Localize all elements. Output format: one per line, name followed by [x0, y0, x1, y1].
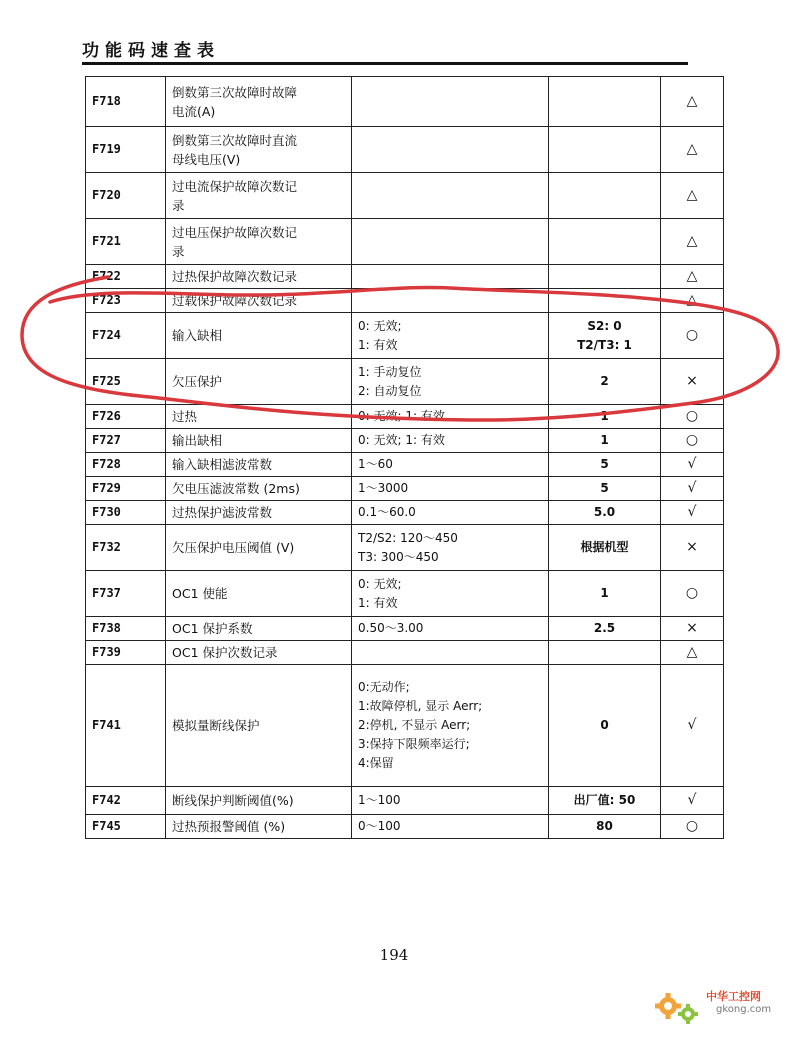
- table-row: [86, 641, 724, 665]
- page-number: 194: [379, 946, 409, 964]
- function-code-cell: F722: [86, 265, 166, 289]
- table-row: [86, 815, 724, 839]
- gear-icon: [650, 984, 706, 1030]
- watermark-logo: [650, 984, 780, 1030]
- default-value-cell-line: 80: [596, 819, 613, 833]
- table-row: [86, 453, 724, 477]
- default-value-cell-line: 1: [600, 586, 609, 600]
- table-row: [86, 173, 724, 219]
- table-row: [86, 617, 724, 641]
- table-row: [86, 265, 724, 289]
- function-name-cell-line: OC1 保护系数: [172, 621, 253, 636]
- modification-mark-cell: △: [661, 265, 724, 289]
- default-value-cell: [549, 313, 661, 359]
- default-value-cell: [549, 405, 661, 429]
- function-name-cell-line: 倒数第三次故障时直流: [172, 132, 298, 148]
- modification-mark-cell: √: [661, 501, 724, 525]
- setting-range-cell: [352, 219, 549, 265]
- default-value-cell-line: 出厂值: 50: [573, 793, 636, 807]
- setting-range-cell: [352, 405, 549, 429]
- setting-range-cell-line: T3: 300～450: [358, 549, 439, 564]
- setting-range-cell-line: 1: 有效: [358, 337, 398, 352]
- default-value-cell-line: 1: [600, 409, 609, 423]
- default-value-cell: [549, 453, 661, 477]
- function-name-cell: [166, 617, 352, 641]
- table-row: [86, 525, 724, 571]
- function-code-table: [85, 76, 724, 839]
- function-name-cell-line: 过热保护滤波常数: [172, 505, 273, 520]
- default-value-cell: [549, 219, 661, 265]
- table-row: [86, 289, 724, 313]
- table-row: [86, 77, 724, 127]
- default-value-cell: [549, 571, 661, 617]
- modification-mark-cell: △: [661, 219, 724, 265]
- watermark-text-domain: gkong.com: [716, 1004, 772, 1015]
- setting-range-cell: [352, 359, 549, 405]
- modification-mark-cell: ○: [661, 815, 724, 839]
- function-name-cell-line: 欠电压滤波常数 (2ms): [172, 481, 300, 496]
- function-code-cell: F732: [86, 525, 166, 571]
- function-name-cell: [166, 477, 352, 501]
- setting-range-cell: [352, 525, 549, 571]
- function-name-cell-line: 录: [172, 243, 185, 259]
- default-value-cell: [549, 641, 661, 665]
- modification-mark-cell: √: [661, 787, 724, 815]
- setting-range-cell-line: 4:保留: [358, 756, 394, 770]
- setting-range-cell-line: 0: 无效; 1: 有效: [358, 433, 445, 447]
- modification-mark-cell: ×: [661, 359, 724, 405]
- default-value-cell: [549, 665, 661, 787]
- function-name-cell-line: 过热: [172, 409, 198, 424]
- function-name-cell-line: 输入缺相: [172, 328, 223, 343]
- setting-range-cell: [352, 787, 549, 815]
- function-name-cell-line: OC1 保护次数记录: [172, 645, 278, 660]
- function-name-cell: [166, 265, 352, 289]
- function-code-cell: F727: [86, 429, 166, 453]
- function-code-cell: F730: [86, 501, 166, 525]
- function-name-cell-line: 母线电压(V): [172, 151, 241, 167]
- modification-mark-cell: ×: [661, 525, 724, 571]
- setting-range-cell-line: 1: 手动复位: [358, 364, 422, 379]
- function-name-cell: [166, 429, 352, 453]
- modification-mark-cell: ○: [661, 571, 724, 617]
- default-value-cell-line: 5.0: [593, 505, 616, 519]
- watermark-text-cn: 中华工控网: [706, 990, 761, 1003]
- setting-range-cell: [352, 665, 549, 787]
- function-code-cell: F718: [86, 77, 166, 127]
- modification-mark-cell: △: [661, 289, 724, 313]
- setting-range-cell-line: 0:无动作;: [358, 680, 410, 694]
- setting-range-cell-line: 1: 有效: [358, 595, 398, 610]
- function-name-cell-line: 电流(A): [172, 103, 216, 119]
- function-name-cell: [166, 313, 352, 359]
- default-value-cell: [549, 77, 661, 127]
- function-code-cell: F729: [86, 477, 166, 501]
- setting-range-cell: [352, 265, 549, 289]
- function-name-cell-line: OC1 使能: [172, 586, 228, 601]
- setting-range-cell: [352, 313, 549, 359]
- default-value-cell-line: 5: [600, 481, 609, 495]
- page-header-title: 功能码速查表: [82, 41, 220, 61]
- default-value-cell: [549, 787, 661, 815]
- setting-range-cell-line: 1:故障停机, 显示 Aerr;: [358, 699, 483, 713]
- function-name-cell-line: 过电流保护故障次数记: [172, 178, 298, 194]
- default-value-cell: [549, 617, 661, 641]
- modification-mark-cell: △: [661, 641, 724, 665]
- table-row: [86, 359, 724, 405]
- function-name-cell: [166, 665, 352, 787]
- function-code-cell: F726: [86, 405, 166, 429]
- function-name-cell-line: 输入缺相滤波常数: [172, 457, 273, 472]
- setting-range-cell-line: 0.1～60.0: [358, 505, 416, 519]
- function-name-cell-line: 录: [172, 197, 185, 213]
- setting-range-cell: [352, 289, 549, 313]
- setting-range-cell: [352, 127, 549, 173]
- function-name-cell: [166, 289, 352, 313]
- setting-range-cell: [352, 815, 549, 839]
- function-name-cell-line: 欠压保护电压阈值 (V): [172, 540, 295, 555]
- setting-range-cell-line: 2:停机, 不显示 Aerr;: [358, 718, 471, 732]
- default-value-cell: [549, 477, 661, 501]
- setting-range-cell: [352, 429, 549, 453]
- setting-range-cell: [352, 77, 549, 127]
- function-code-cell: F737: [86, 571, 166, 617]
- setting-range-cell-line: 0: 无效;: [358, 576, 402, 591]
- function-code-cell: F724: [86, 313, 166, 359]
- setting-range-cell-line: 1～100: [358, 793, 401, 807]
- table-row: [86, 787, 724, 815]
- default-value-cell: [549, 525, 661, 571]
- setting-range-cell-line: 1～3000: [358, 481, 409, 495]
- default-value-cell: [549, 429, 661, 453]
- function-name-cell-line: 过电压保护故障次数记: [172, 224, 298, 240]
- table-row: [86, 313, 724, 359]
- default-value-cell: [549, 289, 661, 313]
- modification-mark-cell: △: [661, 173, 724, 219]
- default-value-cell: [549, 127, 661, 173]
- modification-mark-cell: ×: [661, 617, 724, 641]
- default-value-cell-line: 根据机型: [580, 540, 629, 554]
- modification-mark-cell: ○: [661, 429, 724, 453]
- function-name-cell-line: 断线保护判断阈值(%): [172, 793, 294, 808]
- function-code-cell: F739: [86, 641, 166, 665]
- function-code-cell: F725: [86, 359, 166, 405]
- modification-mark-cell: △: [661, 77, 724, 127]
- setting-range-cell-line: 0.50～3.00: [358, 621, 424, 635]
- setting-range-cell-line: 0: 无效;: [358, 318, 402, 333]
- function-code-cell: F723: [86, 289, 166, 313]
- function-name-cell-line: 倒数第三次故障时故障: [172, 84, 298, 100]
- setting-range-cell-line: 0～100: [358, 819, 401, 833]
- setting-range-cell-line: 2: 自动复位: [358, 383, 422, 398]
- function-name-cell: [166, 787, 352, 815]
- function-name-cell-line: 欠压保护: [172, 374, 223, 389]
- default-value-cell: [549, 173, 661, 219]
- function-name-cell-line: 输出缺相: [172, 433, 223, 448]
- setting-range-cell: [352, 501, 549, 525]
- function-name-cell: [166, 127, 352, 173]
- header-rule: [82, 62, 688, 65]
- function-code-cell: F728: [86, 453, 166, 477]
- modification-mark-cell: ○: [661, 405, 724, 429]
- default-value-cell-line: T2/T3: 1: [577, 337, 632, 352]
- setting-range-cell-line: 1～60: [358, 457, 393, 471]
- modification-mark-cell: ○: [661, 313, 724, 359]
- setting-range-cell-line: T2/S2: 120～450: [358, 530, 458, 545]
- table-row: [86, 571, 724, 617]
- default-value-cell: [549, 265, 661, 289]
- default-value-cell: [549, 815, 661, 839]
- setting-range-cell: [352, 477, 549, 501]
- function-code-table-body: [86, 77, 724, 839]
- function-name-cell: [166, 219, 352, 265]
- default-value-cell-line: S2: 0: [587, 318, 622, 333]
- function-name-cell: [166, 525, 352, 571]
- function-name-cell: [166, 405, 352, 429]
- function-code-cell: F720: [86, 173, 166, 219]
- function-name-cell: [166, 77, 352, 127]
- function-code-cell: F738: [86, 617, 166, 641]
- setting-range-cell-line: 3:保持下限频率运行;: [358, 737, 470, 751]
- default-value-cell: [549, 359, 661, 405]
- function-code-cell: F721: [86, 219, 166, 265]
- table-row: [86, 501, 724, 525]
- setting-range-cell: [352, 571, 549, 617]
- table-row: [86, 405, 724, 429]
- modification-mark-cell: √: [661, 665, 724, 787]
- function-name-cell-line: 过载保护故障次数记录: [172, 293, 298, 308]
- default-value-cell-line: 1: [600, 433, 609, 447]
- table-row: [86, 219, 724, 265]
- table-row: [86, 665, 724, 787]
- function-name-cell: [166, 173, 352, 219]
- function-code-cell: F741: [86, 665, 166, 787]
- function-name-cell: [166, 641, 352, 665]
- setting-range-cell: [352, 453, 549, 477]
- function-name-cell: [166, 571, 352, 617]
- setting-range-cell: [352, 617, 549, 641]
- default-value-cell-line: 5: [600, 457, 609, 471]
- table-row: [86, 127, 724, 173]
- function-name-cell: [166, 453, 352, 477]
- function-name-cell: [166, 359, 352, 405]
- setting-range-cell-line: 0: 无效; 1: 有效: [358, 409, 445, 423]
- function-name-cell: [166, 501, 352, 525]
- modification-mark-cell: √: [661, 453, 724, 477]
- function-name-cell: [166, 815, 352, 839]
- function-code-cell: F745: [86, 815, 166, 839]
- table-row: [86, 429, 724, 453]
- default-value-cell-line: 2: [600, 374, 609, 388]
- default-value-cell-line: 0: [600, 718, 609, 732]
- modification-mark-cell: △: [661, 127, 724, 173]
- function-name-cell-line: 过热保护故障次数记录: [172, 269, 298, 284]
- function-code-cell: F719: [86, 127, 166, 173]
- setting-range-cell: [352, 641, 549, 665]
- default-value-cell: [549, 501, 661, 525]
- function-name-cell-line: 模拟量断线保护: [172, 718, 260, 733]
- modification-mark-cell: √: [661, 477, 724, 501]
- function-code-cell: F742: [86, 787, 166, 815]
- function-name-cell-line: 过热预报警阈值 (%): [172, 819, 286, 834]
- setting-range-cell: [352, 173, 549, 219]
- default-value-cell-line: 2.5: [593, 621, 616, 635]
- table-row: [86, 477, 724, 501]
